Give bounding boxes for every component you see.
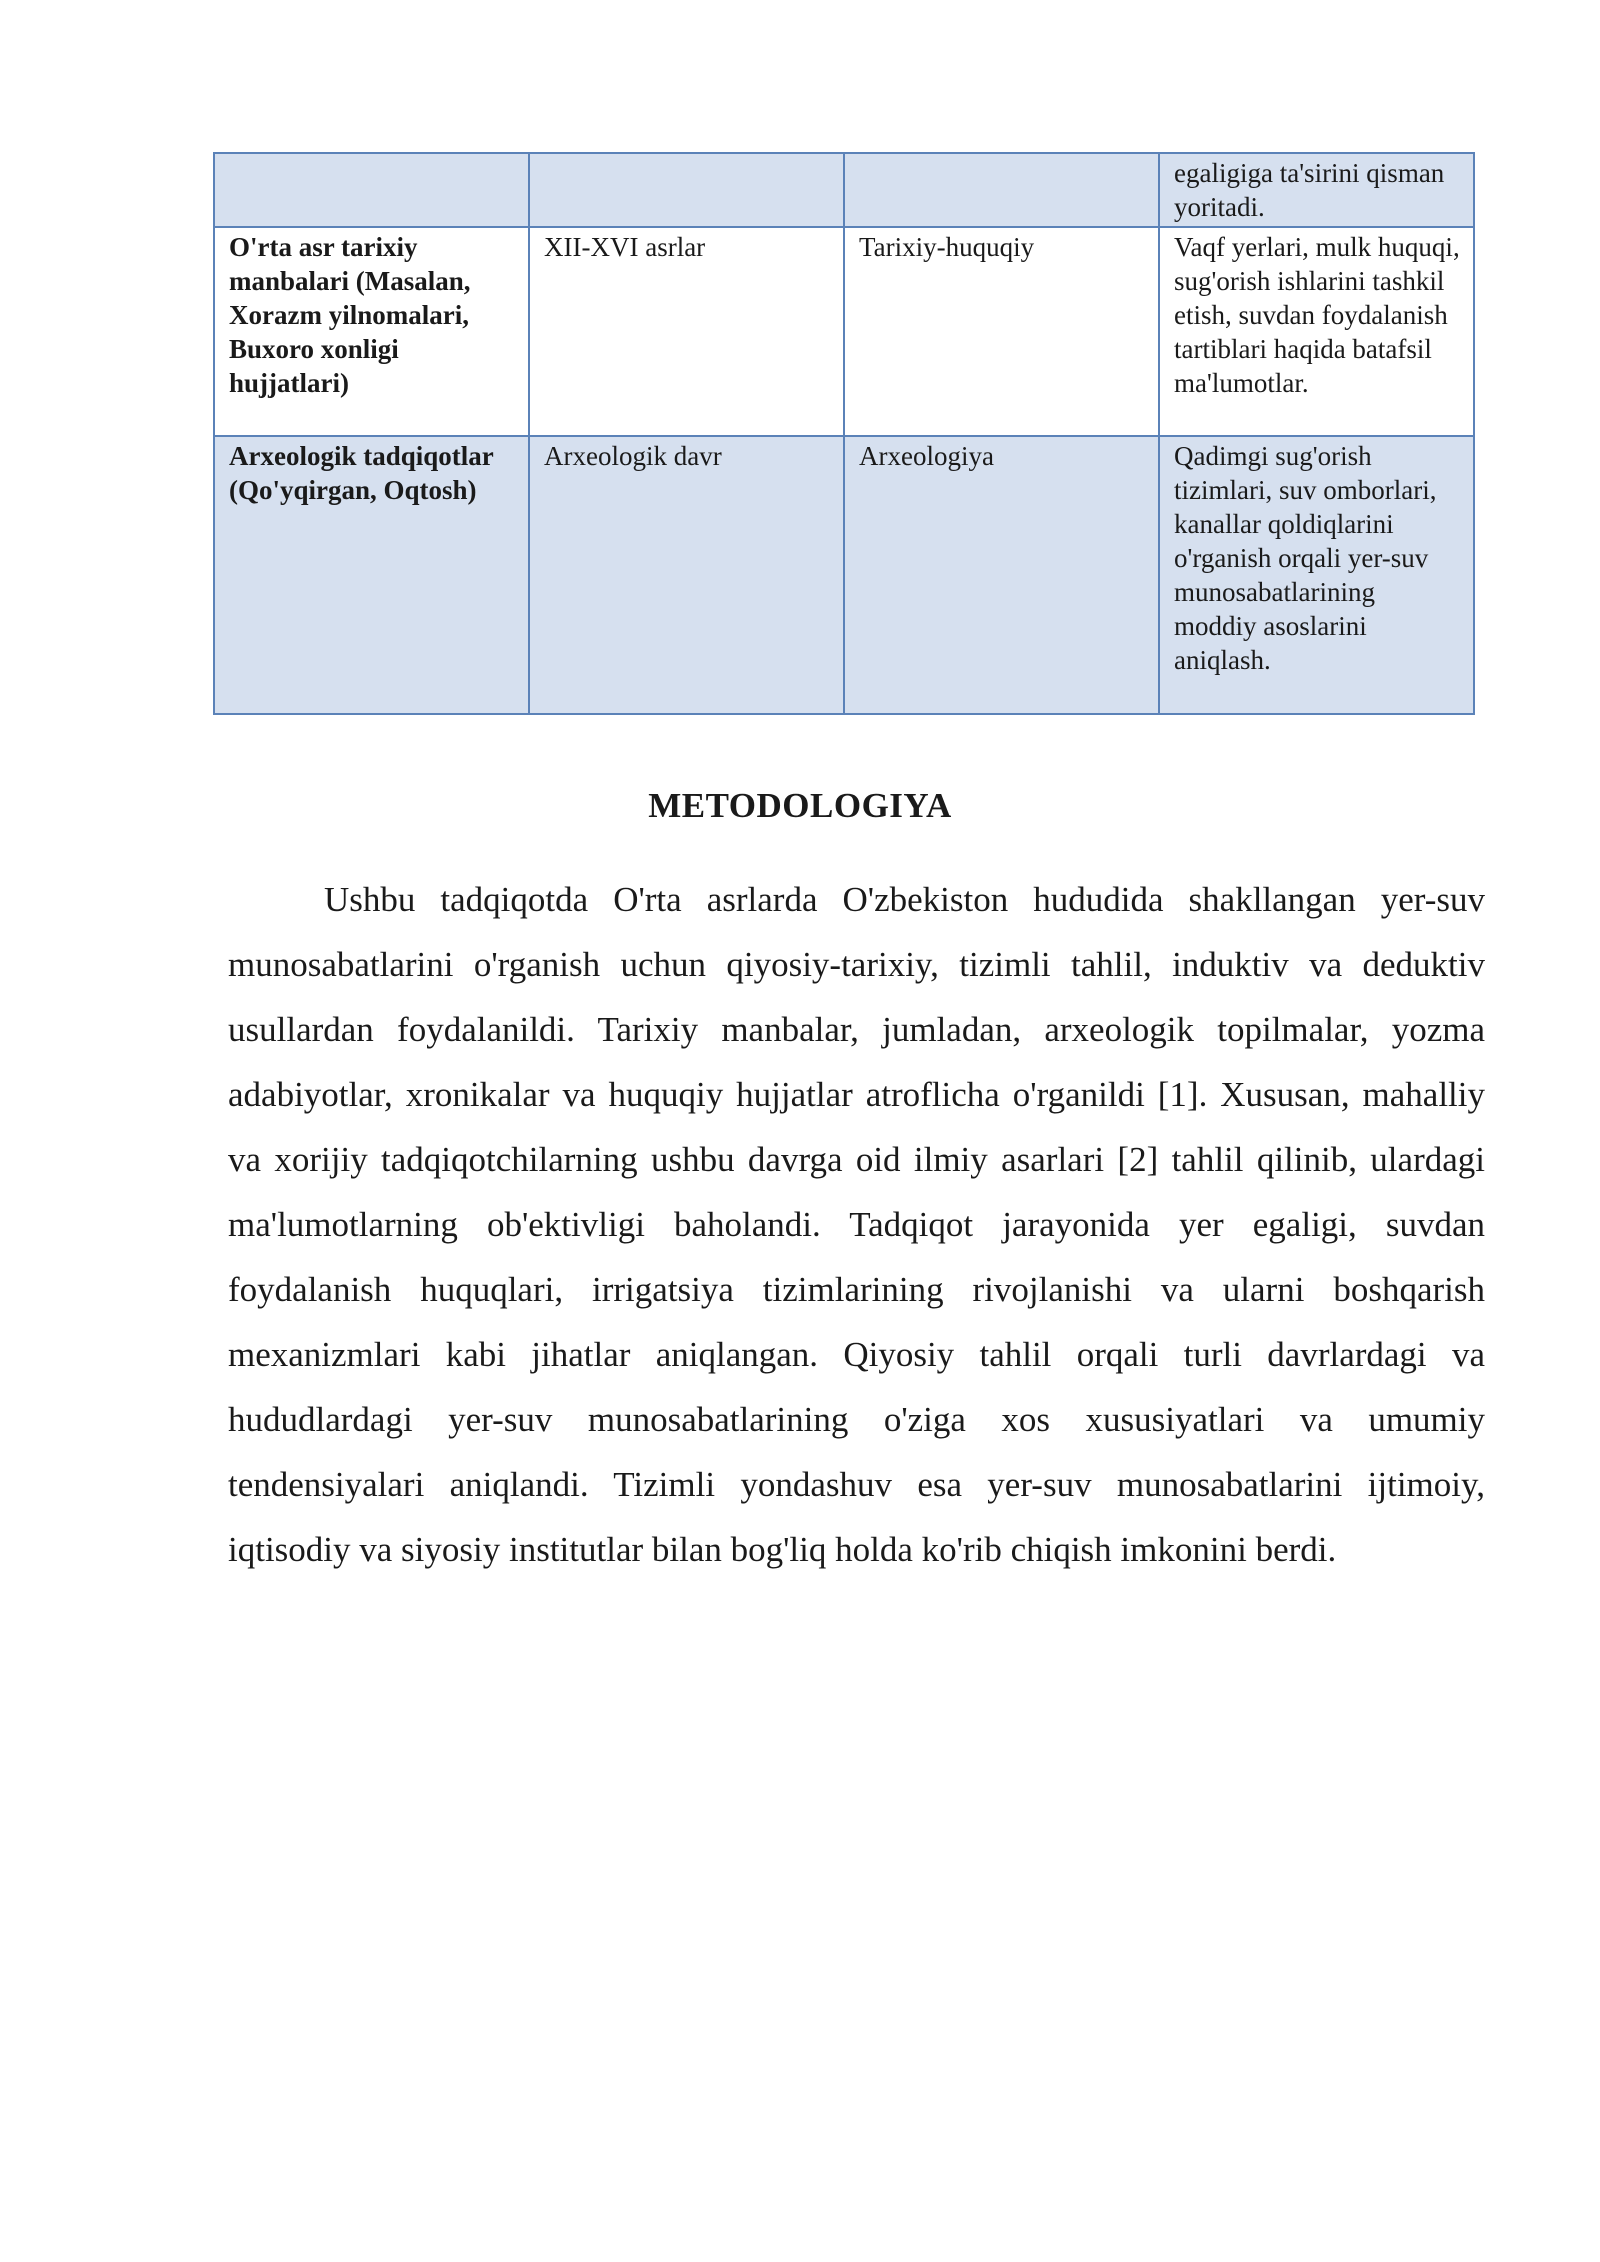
table-row	[214, 436, 1474, 714]
table-row	[214, 227, 1474, 436]
table-cell-type: Tarixiy-huquqiy	[844, 227, 1159, 436]
table-cell-period: XII-XVI asrlar	[529, 227, 844, 436]
table-cell-type	[844, 153, 1159, 227]
table-cell-period	[529, 153, 844, 227]
section-heading: METODOLOGIYA	[648, 786, 952, 825]
table-cell-content: Qadimgi sug'orish tizimlari, suv omborlari, kanallar qoldiqlarini o'rganish orqali yer-suv munosabatlarining moddiy asoslarini aniqlash.	[1159, 436, 1474, 714]
table-cell-content: Vaqf yerlari, mulk huquqi, sug'orish ishlarini tashkil etish, suvdan foydalanish tartiblari haqida batafsil ma'lumotlar.	[1159, 227, 1474, 436]
table-cell-source: Arxeologik tadqiqotlar (Qo'yqirgan, Oqtosh)	[214, 436, 529, 714]
sources-table	[213, 152, 1475, 715]
table-row	[214, 153, 1474, 227]
table-cell-period: Arxeologik davr	[529, 436, 844, 714]
body-paragraph: Ushbu tadqiqotda O'rta asrlarda O'zbekiston hududida shakllangan yer-suv munosabatlarini o'rganish uchun qiyosiy-tarixiy, tizimli tahlil, induktiv va deduktiv usullardan foydalanildi. Tarixiy manbalar, jumladan, arxeologik topilmalar, yozma adabiyotlar, xronikalar va huquqiy hujjatlar atroflicha o'rganildi [1]. Xususan, mahalliy va xorijiy tadqiqotchilarning ushbu davrga oid ilmiy asarlari [2] tahlil qilinib, ulardagi ma'lumotlarning ob'ektivligi baholandi. Tadqiqot jarayonida yer egaligi, suvdan foydalanish huquqlari, irrigatsiya tizimlarining rivojlanishi va ularni boshqarish mexanizmlari kabi jihatlar aniqlangan. Qiyosiy tahlil orqali turli davrlardagi va hududlardagi yer-suv munosabatlarining o'ziga xos xususiyatlari va umumiy tendensiyalari aniqlandi. Tizimli yondashuv esa yer-suv munosabatlarini ijtimoiy, iqtisodiy va siyosiy institutlar bilan bog'liq holda ko'rib chiqish imkonini berdi.	[228, 880, 1485, 1569]
table-cell-content: egaligiga ta'sirini qisman yoritadi.	[1159, 153, 1474, 227]
table-cell-type: Arxeologiya	[844, 436, 1159, 714]
table-cell-source	[214, 153, 529, 227]
table-cell-source: O'rta asr tarixiy manbalari (Masalan, Xorazm yilnomalari, Buxoro xonligi hujjatlari)	[214, 227, 529, 436]
